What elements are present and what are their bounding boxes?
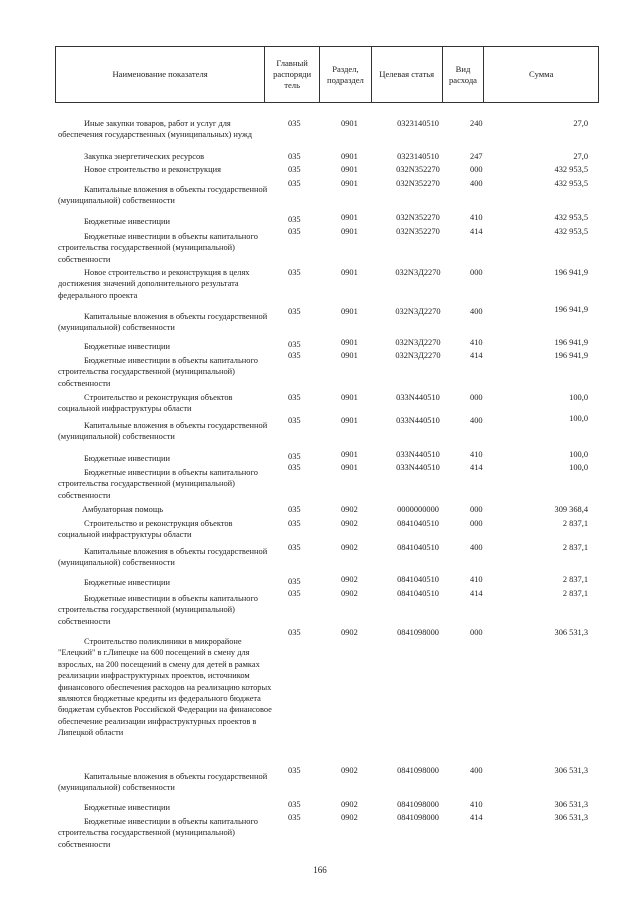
- row-cel: 032N352270: [396, 179, 440, 188]
- row-glav: 035: [288, 119, 301, 128]
- header-sum: Сумма: [529, 69, 554, 79]
- table-header: [55, 46, 599, 103]
- row-vid: 410: [470, 800, 483, 809]
- row-cel: 0323140510: [397, 119, 439, 128]
- row-name: Капитальные вложения в объекты государственной (муниципальной) собственности: [58, 547, 268, 568]
- row-vid: 240: [470, 119, 483, 128]
- header-name: Наименование показателя: [56, 47, 265, 102]
- row-glav: 035: [288, 766, 301, 775]
- row-sum: 432 953,5: [554, 227, 588, 236]
- row-vid: 400: [470, 543, 483, 552]
- row-vid: 000: [470, 628, 483, 637]
- row-glav: 035: [288, 152, 301, 161]
- row-glav: 035: [288, 179, 301, 188]
- row-name: Бюджетные инвестиции в объекты капитального строительства государственной (муниципальной) собственности: [58, 594, 258, 626]
- row-razd: 0901: [341, 152, 358, 161]
- row-name: Капитальные вложения в объекты государственной (муниципальной) собственности: [58, 312, 268, 333]
- page-number: 166: [313, 865, 327, 875]
- row-cel: 033N440510: [396, 463, 440, 472]
- row-cel: 032N352270: [396, 227, 440, 236]
- row-cel: 032N3Д2270: [395, 268, 441, 277]
- row-cel: 032N3Д2270: [395, 307, 441, 316]
- row-sum: 100,0: [569, 450, 588, 459]
- row-vid: 247: [470, 152, 483, 161]
- row-cel: 0841040510: [397, 575, 439, 584]
- row-sum: 100,0: [569, 393, 588, 402]
- row-vid: 400: [470, 307, 483, 316]
- row-vid: 414: [470, 227, 483, 236]
- row-razd: 0902: [341, 505, 358, 514]
- row-glav: 035: [288, 577, 301, 586]
- row-sum: 2 837,1: [562, 543, 588, 552]
- row-glav: 035: [288, 800, 301, 809]
- row-name: Бюджетные инвестиции в объекты капитального строительства государственной (муниципальной) собственности: [58, 817, 258, 849]
- row-cel: 033N440510: [396, 393, 440, 402]
- row-vid: 000: [470, 519, 483, 528]
- row-razd: 0902: [341, 800, 358, 809]
- row-name: Капитальные вложения в объекты государственной (муниципальной) собственности: [58, 185, 268, 206]
- row-cel: 032N3Д2270: [395, 351, 441, 360]
- row-sum: 196 941,9: [554, 268, 588, 277]
- row-sum: 306 531,3: [554, 813, 588, 822]
- row-glav: 035: [288, 589, 301, 598]
- row-cel: 0841098000: [397, 766, 439, 775]
- row-sum: 196 941,9: [554, 338, 588, 347]
- row-razd: 0902: [341, 628, 358, 637]
- row-sum: 2 837,1: [562, 519, 588, 528]
- row-razd: 0902: [341, 766, 358, 775]
- row-vid: 000: [470, 393, 483, 402]
- row-cel: 0841040510: [397, 543, 439, 552]
- row-sum: 2 837,1: [562, 575, 588, 584]
- row-name: Бюджетные инвестиции в объекты капитального строительства государственной (муниципальной) собственности: [58, 356, 258, 388]
- row-cel: 0841040510: [397, 589, 439, 598]
- row-sum: 309 368,4: [554, 505, 588, 514]
- row-name: Бюджетные инвестиции в объекты капитального строительства государственной (муниципальной) собственности: [58, 232, 258, 264]
- row-glav: 035: [288, 307, 301, 316]
- row-vid: 410: [470, 338, 483, 347]
- row-sum: 432 953,5: [554, 165, 588, 174]
- row-glav: 035: [288, 351, 301, 360]
- row-vid: 410: [470, 213, 483, 222]
- row-razd: 0902: [341, 813, 358, 822]
- row-vid: 000: [470, 268, 483, 277]
- row-name: Строительство и реконструкция объектов социальной инфраструктуры области: [58, 519, 233, 540]
- row-sum: 100,0: [569, 463, 588, 472]
- row-glav: 035: [288, 165, 301, 174]
- row-sum: 196 941,9: [554, 305, 588, 314]
- row-razd: 0901: [341, 227, 358, 236]
- row-name: Капитальные вложения в объекты государственной (муниципальной) собственности: [58, 772, 268, 793]
- row-razd: 0901: [341, 268, 358, 277]
- row-razd: 0901: [341, 393, 358, 402]
- row-sum: 432 953,5: [554, 213, 588, 222]
- row-cel: 0323140510: [397, 152, 439, 161]
- row-razd: 0901: [341, 165, 358, 174]
- row-name: Иные закупки товаров, работ и услуг для обеспечения государственных (муниципальных) нужд: [58, 119, 252, 140]
- row-glav: 035: [288, 268, 301, 277]
- row-cel: 0841098000: [397, 813, 439, 822]
- row-name: Капитальные вложения в объекты государственной (муниципальной) собственности: [58, 421, 268, 442]
- row-vid: 000: [470, 165, 483, 174]
- row-vid: 410: [470, 575, 483, 584]
- row-vid: 414: [470, 589, 483, 598]
- row-name: Бюджетные инвестиции: [84, 454, 170, 463]
- row-glav: 035: [288, 215, 301, 224]
- row-cel: 0000000000: [397, 505, 439, 514]
- row-cel: 033N440510: [396, 450, 440, 459]
- row-razd: 0902: [341, 589, 358, 598]
- row-cel: 033N440510: [396, 416, 440, 425]
- row-vid: 414: [470, 351, 483, 360]
- row-name: Новое строительство и реконструкция в целях достижения значений дополнительного результата федерального проекта: [58, 268, 250, 300]
- row-vid: 400: [470, 766, 483, 775]
- row-glav: 035: [288, 452, 301, 461]
- row-vid: 414: [470, 813, 483, 822]
- row-glav: 035: [288, 463, 301, 472]
- row-vid: 414: [470, 463, 483, 472]
- row-razd: 0902: [341, 543, 358, 552]
- row-name: Бюджетные инвестиции в объекты капитального строительства государственной (муниципальной) собственности: [58, 468, 258, 500]
- row-cel: 0841098000: [397, 628, 439, 637]
- row-sum: 27,0: [573, 152, 588, 161]
- header-razd: Раздел, подраздел: [320, 47, 372, 102]
- row-razd: 0902: [341, 575, 358, 584]
- row-name: Новое строительство и реконструкция: [84, 165, 221, 174]
- row-sum: 196 941,9: [554, 351, 588, 360]
- row-sum: 306 531,3: [554, 628, 588, 637]
- row-cel: 032N352270: [396, 165, 440, 174]
- row-razd: 0901: [341, 307, 358, 316]
- row-vid: 000: [470, 505, 483, 514]
- row-razd: 0901: [341, 463, 358, 472]
- row-glav: 035: [288, 416, 301, 425]
- row-vid: 400: [470, 179, 483, 188]
- row-razd: 0901: [341, 450, 358, 459]
- row-sum: 27,0: [573, 119, 588, 128]
- header-glav: Главный распоряди тель: [265, 47, 320, 102]
- row-sum: 100,0: [569, 414, 588, 423]
- row-name: Бюджетные инвестиции: [84, 803, 170, 812]
- row-glav: 035: [288, 543, 301, 552]
- row-razd: 0901: [341, 416, 358, 425]
- row-cel: 0841040510: [397, 519, 439, 528]
- row-cel: 0841098000: [397, 800, 439, 809]
- row-glav: 035: [288, 505, 301, 514]
- row-razd: 0901: [341, 213, 358, 222]
- row-vid: 400: [470, 416, 483, 425]
- row-cel: 032N3Д2270: [395, 338, 441, 347]
- row-sum: 306 531,3: [554, 766, 588, 775]
- row-cel: 032N352270: [396, 213, 440, 222]
- row-name: Строительство поликлиники в микрорайоне "Елецкий" в г.Липецке на 600 посещений в смену для взрослых, на 200 посещений в смену для детей в рамках реализации инфраструктурных проектов, источником финансового обеспечения расходов на реализацию которых являются бюджетные кредиты из федерального бюджета бюджетам субъектов Российской Федерации на финансовое обеспечение реализации инфраструктурных проектов в Липецкой области: [58, 637, 272, 738]
- header-cel: Целевая статья: [372, 47, 443, 102]
- row-sum: 2 837,1: [562, 589, 588, 598]
- row-razd: 0901: [341, 338, 358, 347]
- row-razd: 0901: [341, 179, 358, 188]
- row-glav: 035: [288, 227, 301, 236]
- row-razd: 0901: [341, 119, 358, 128]
- row-glav: 035: [288, 628, 301, 637]
- row-name: Бюджетные инвестиции: [84, 342, 170, 351]
- row-vid: 410: [470, 450, 483, 459]
- row-sum: 432 953,5: [554, 179, 588, 188]
- row-name: Бюджетные инвестиции: [84, 217, 170, 226]
- row-razd: 0902: [341, 519, 358, 528]
- row-name: Закупка энергетических ресурсов: [84, 152, 205, 161]
- row-sum: 306 531,3: [554, 800, 588, 809]
- row-name: Амбулаторная помощь: [82, 505, 164, 514]
- row-name: Бюджетные инвестиции: [84, 578, 170, 587]
- row-glav: 035: [288, 393, 301, 402]
- row-razd: 0901: [341, 351, 358, 360]
- row-glav: 035: [288, 519, 301, 528]
- row-glav: 035: [288, 813, 301, 822]
- header-vid: Вид расхода: [443, 47, 485, 102]
- row-name: Строительство и реконструкция объектов социальной инфраструктуры области: [58, 393, 233, 414]
- row-glav: 035: [288, 340, 301, 349]
